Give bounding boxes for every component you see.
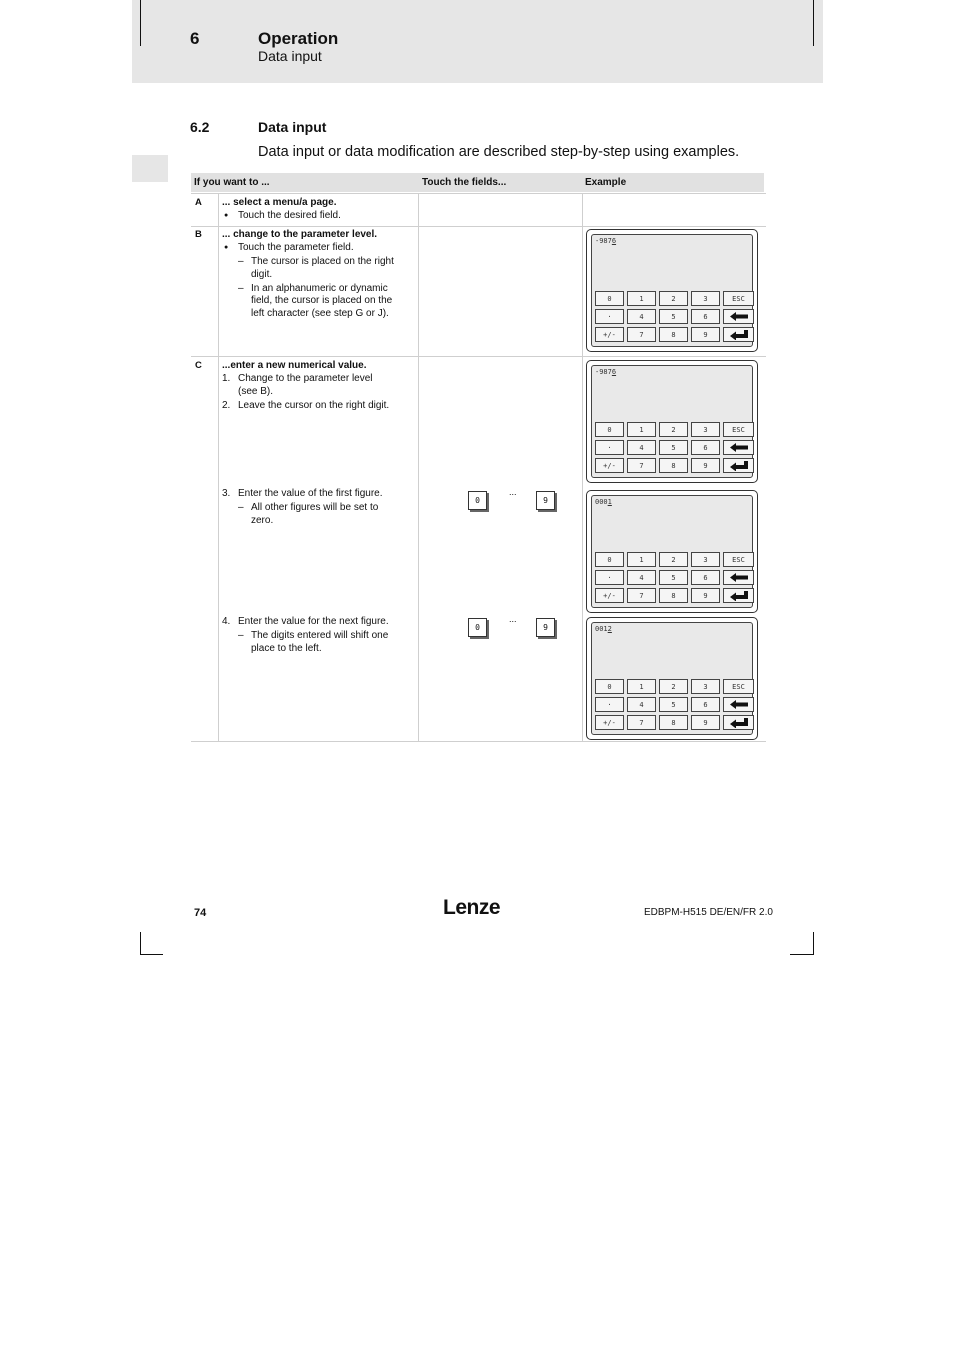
enter-arrow-icon	[723, 588, 754, 603]
row-c-step1-line2: (see B).	[238, 386, 274, 397]
key-4: 4	[627, 440, 656, 455]
row-c-step1-line1: Change to the parameter level	[238, 373, 373, 384]
dash-icon: –	[238, 256, 244, 267]
key-8: 8	[659, 715, 688, 730]
crop-mark	[813, 0, 814, 46]
key-0: 0	[595, 679, 624, 694]
bullet-icon: ●	[224, 244, 229, 251]
touch-range-ellipsis: ...	[509, 614, 517, 624]
example-display-b	[586, 229, 758, 352]
row-c-step2-line1: Leave the cursor on the right digit.	[238, 400, 390, 411]
row-b-bullet: Touch the parameter field.	[238, 242, 354, 253]
key-3: 3	[691, 552, 720, 567]
step-number: 1.	[222, 373, 231, 384]
section-intro: Data input or data modification are described step-by-step using examples.	[258, 144, 740, 160]
enter-arrow-icon	[723, 715, 754, 730]
key-2: 2	[659, 679, 688, 694]
row-b-title: ... change to the parameter level.	[222, 229, 378, 240]
row-letter-c: C	[195, 360, 202, 371]
key-2: 2	[659, 422, 688, 437]
column-divider	[418, 193, 419, 741]
row-divider	[191, 356, 766, 357]
example-display-c3	[586, 617, 758, 740]
step-number: 4.	[222, 616, 231, 627]
key-4: 4	[627, 570, 656, 585]
key-2: 2	[659, 291, 688, 306]
key-1: 1	[627, 422, 656, 437]
section-title: Data input	[258, 119, 327, 135]
table-header-example: Example	[585, 177, 627, 188]
row-b-dash2-line3: left character (see step G or J).	[251, 308, 389, 319]
touch-keypad	[595, 552, 754, 603]
row-divider	[191, 226, 766, 227]
key-1: 1	[627, 552, 656, 567]
chapter-number: 6	[190, 29, 200, 48]
row-letter-a: A	[195, 197, 202, 208]
row-a-title: ... select a menu/a page.	[222, 197, 337, 208]
key-2: 2	[659, 552, 688, 567]
crop-mark	[813, 932, 814, 954]
row-a-bullet: Touch the desired field.	[238, 210, 341, 221]
key-plus-minus: +/-	[595, 715, 624, 730]
touch-key-0: 0	[468, 618, 487, 637]
arrow-left-icon	[723, 697, 754, 712]
touch-range-ellipsis: ...	[509, 487, 517, 497]
row-c-title: ...enter a new numerical value.	[222, 360, 367, 371]
key-3: 3	[691, 291, 720, 306]
dash-icon: –	[238, 283, 244, 294]
enter-arrow-icon	[723, 458, 754, 473]
display-readout: 0001	[595, 498, 612, 506]
row-b-dash2-line1: In an alphanumeric or dynamic	[251, 283, 388, 294]
display-readout: -9876	[595, 237, 617, 245]
display-readout: -9876	[595, 368, 617, 376]
lenze-logo: Lenze	[443, 896, 501, 919]
key-8: 8	[659, 327, 688, 342]
touch-keypad	[595, 422, 754, 473]
document-id: EDBPM-H515 DE/EN/FR 2.0	[644, 907, 773, 918]
key-5: 5	[659, 570, 688, 585]
header-band	[132, 0, 823, 83]
key-4: 4	[627, 697, 656, 712]
side-tab-marker	[132, 155, 168, 182]
row-c-step4-dash-line1: The digits entered will shift one	[251, 630, 389, 641]
key-1: 1	[627, 291, 656, 306]
crop-mark	[140, 954, 163, 955]
crop-mark	[140, 932, 141, 954]
key-esc: ESC	[723, 422, 754, 437]
column-divider	[582, 193, 583, 741]
key-6: 6	[691, 570, 720, 585]
example-display-c2	[586, 490, 758, 613]
row-letter-b: B	[195, 229, 202, 240]
key-5: 5	[659, 309, 688, 324]
row-b-dash2-line2: field, the cursor is placed on the	[251, 295, 393, 306]
key-decimal: ·	[595, 697, 624, 712]
key-4: 4	[627, 309, 656, 324]
key-7: 7	[627, 458, 656, 473]
touch-keypad	[595, 291, 754, 342]
section-number: 6.2	[190, 119, 210, 135]
key-esc: ESC	[723, 291, 754, 306]
row-c-step4-line1: Enter the value for the next figure.	[238, 616, 389, 627]
key-8: 8	[659, 458, 688, 473]
key-7: 7	[627, 715, 656, 730]
arrow-left-icon	[723, 570, 754, 585]
key-6: 6	[691, 697, 720, 712]
touch-key-0: 0	[468, 491, 487, 510]
key-0: 0	[595, 552, 624, 567]
crop-mark	[140, 0, 141, 46]
table-header-want: If you want to ...	[194, 177, 270, 188]
key-esc: ESC	[723, 552, 754, 567]
chapter-subtitle: Data input	[258, 48, 322, 64]
row-c-step3-dash-line1: All other figures will be set to	[251, 502, 379, 513]
key-3: 3	[691, 422, 720, 437]
arrow-left-icon	[723, 440, 754, 455]
key-3: 3	[691, 679, 720, 694]
key-9: 9	[691, 588, 720, 603]
crop-mark	[790, 954, 814, 955]
display-readout: 0012	[595, 625, 612, 633]
key-decimal: ·	[595, 570, 624, 585]
key-0: 0	[595, 422, 624, 437]
touch-keypad	[595, 679, 754, 730]
key-7: 7	[627, 327, 656, 342]
touch-key-9: 9	[536, 491, 555, 510]
step-number: 3.	[222, 488, 231, 499]
dash-icon: –	[238, 630, 244, 641]
dash-icon: –	[238, 502, 244, 513]
row-c-step3-line1: Enter the value of the first figure.	[238, 488, 383, 499]
key-1: 1	[627, 679, 656, 694]
bullet-icon: ●	[224, 212, 229, 219]
row-b-dash1-line2: digit.	[251, 269, 273, 280]
example-display-c1	[586, 360, 758, 483]
key-decimal: ·	[595, 440, 624, 455]
key-decimal: ·	[595, 309, 624, 324]
key-esc: ESC	[723, 679, 754, 694]
key-8: 8	[659, 588, 688, 603]
key-7: 7	[627, 588, 656, 603]
key-plus-minus: +/-	[595, 588, 624, 603]
touch-key-9: 9	[536, 618, 555, 637]
key-0: 0	[595, 291, 624, 306]
row-divider	[191, 193, 766, 194]
key-9: 9	[691, 715, 720, 730]
enter-arrow-icon	[723, 327, 754, 342]
row-c-step4-dash-line2: place to the left.	[251, 643, 322, 654]
key-6: 6	[691, 440, 720, 455]
key-5: 5	[659, 440, 688, 455]
arrow-left-icon	[723, 309, 754, 324]
key-5: 5	[659, 697, 688, 712]
step-number: 2.	[222, 400, 231, 411]
key-plus-minus: +/-	[595, 458, 624, 473]
page-number: 74	[194, 907, 207, 919]
column-divider	[218, 193, 219, 741]
row-divider	[191, 741, 766, 742]
table-header-touch: Touch the fields...	[422, 177, 507, 188]
row-c-step3-dash-line2: zero.	[251, 515, 274, 526]
chapter-title: Operation	[258, 29, 339, 48]
key-9: 9	[691, 327, 720, 342]
key-plus-minus: +/-	[595, 327, 624, 342]
row-b-dash1-line1: The cursor is placed on the right	[251, 256, 394, 267]
key-6: 6	[691, 309, 720, 324]
key-9: 9	[691, 458, 720, 473]
